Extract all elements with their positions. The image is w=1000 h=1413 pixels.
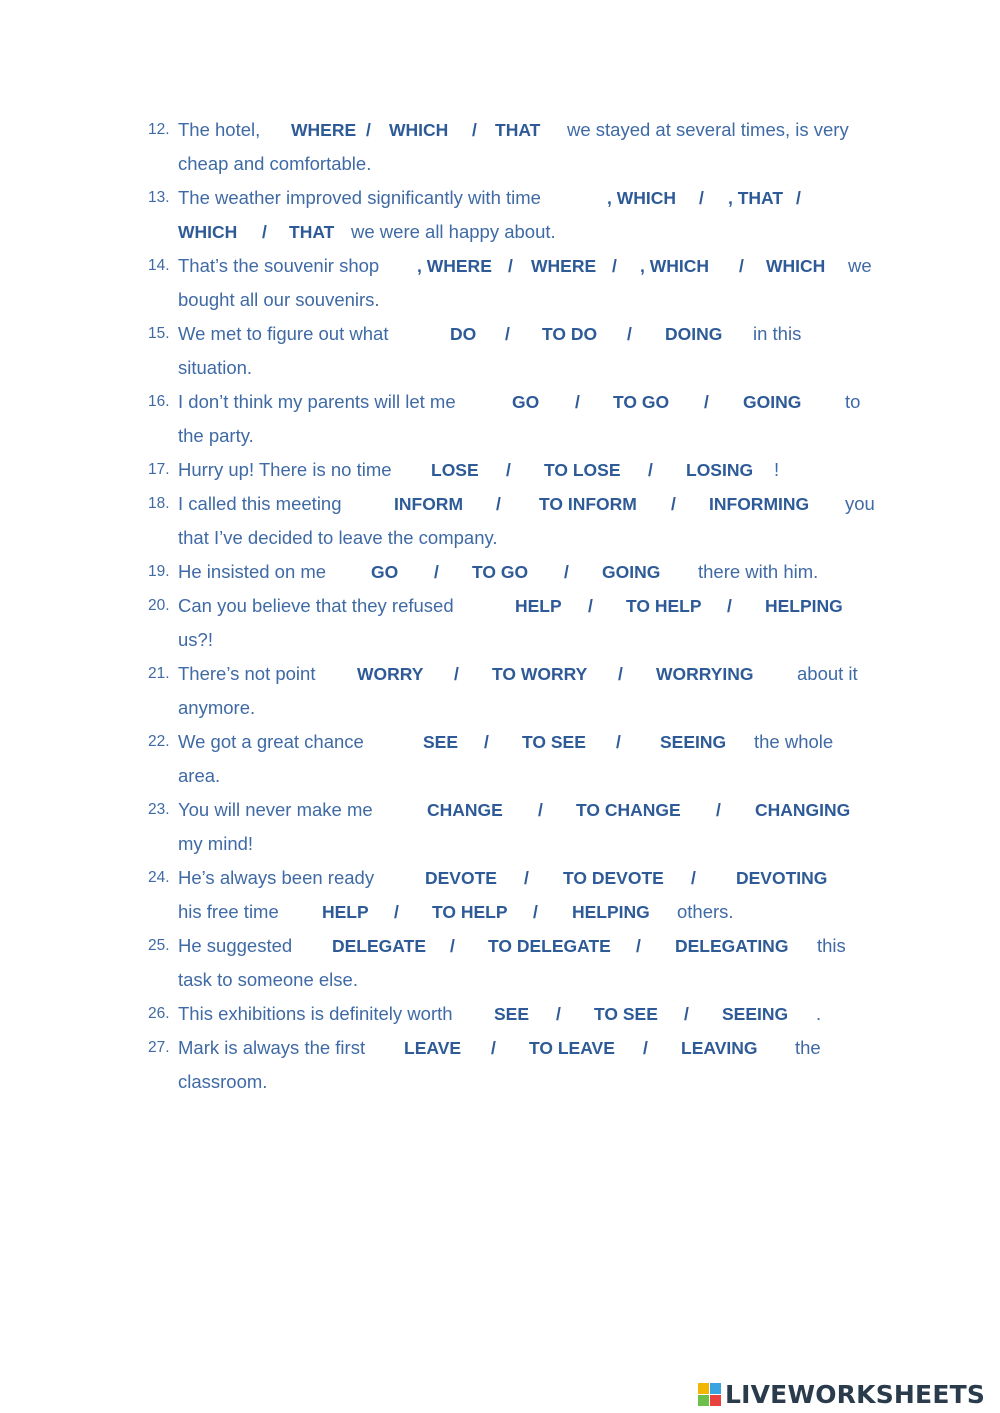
answer-option[interactable]: TO LEAVE: [529, 1038, 615, 1058]
answer-option[interactable]: TO HELP: [626, 596, 702, 616]
question-number: 24.: [148, 869, 170, 886]
question-line: [0, 453, 1000, 487]
answer-option[interactable]: DOING: [665, 324, 723, 344]
question-text: the: [795, 1037, 821, 1058]
question-line-continued: [0, 759, 1000, 793]
answer-option[interactable]: GOING: [602, 562, 661, 582]
option-separator: /: [588, 596, 593, 616]
option-separator: /: [704, 392, 709, 412]
option-separator: /: [533, 902, 538, 922]
answer-option[interactable]: THAT: [289, 222, 335, 242]
question-line-continued: [0, 351, 1000, 385]
question-text: classroom.: [178, 1071, 268, 1092]
answer-option[interactable]: WHICH: [178, 222, 238, 242]
question-line-continued: [0, 147, 1000, 181]
question-text: the party.: [178, 425, 254, 446]
option-separator: /: [394, 902, 399, 922]
question-text: others.: [677, 901, 734, 922]
question-line-continued: [0, 963, 1000, 997]
question-line: [0, 181, 1000, 215]
question-line: [0, 657, 1000, 691]
option-separator: /: [454, 664, 459, 684]
answer-option[interactable]: LOSE: [431, 460, 479, 480]
question-number: 14.: [148, 257, 170, 274]
option-separator: /: [538, 800, 543, 820]
question-text: us?!: [178, 629, 213, 650]
question-text: this: [817, 935, 846, 956]
option-separator: /: [691, 868, 696, 888]
answer-option[interactable]: GO: [371, 562, 399, 582]
question-line: [0, 249, 1000, 283]
question-number: 22.: [148, 733, 170, 750]
liveworksheets-logo: [698, 1380, 994, 1410]
option-separator: /: [648, 460, 653, 480]
question-text: There’s not point: [178, 663, 316, 684]
option-separator: /: [506, 460, 511, 480]
question-text: We met to figure out what: [178, 323, 389, 344]
question-text: Hurry up! There is no time: [178, 459, 392, 480]
option-separator: /: [627, 324, 632, 344]
option-separator: /: [616, 732, 621, 752]
question-text: He suggested: [178, 935, 293, 956]
answer-option[interactable]: TO HELP: [432, 902, 508, 922]
answer-option[interactable]: WHICH: [766, 256, 826, 276]
question-text: there with him.: [698, 561, 819, 582]
answer-option[interactable]: WORRYING: [656, 664, 754, 684]
option-separator: /: [484, 732, 489, 752]
question-text: This exhibitions is definitely worth: [178, 1003, 453, 1024]
answer-option[interactable]: WHERE: [291, 120, 357, 140]
option-separator: /: [671, 494, 676, 514]
question-text: about it: [797, 663, 858, 684]
answer-option[interactable]: TO DEVOTE: [563, 868, 664, 888]
option-separator: /: [618, 664, 623, 684]
question-line: [0, 997, 1000, 1031]
question-number: 27.: [148, 1039, 170, 1056]
option-separator: /: [636, 936, 641, 956]
question-number: 19.: [148, 563, 170, 580]
option-separator: /: [575, 392, 580, 412]
question-line-continued: [0, 895, 1000, 929]
option-separator: /: [612, 256, 617, 276]
question-number: 16.: [148, 393, 170, 410]
answer-option[interactable]: TO GO: [613, 392, 670, 412]
answer-option[interactable]: WHERE: [531, 256, 597, 276]
question-number: 18.: [148, 495, 170, 512]
answer-option[interactable]: INFORMING: [709, 494, 810, 514]
option-separator: /: [739, 256, 744, 276]
answer-option[interactable]: CHANGING: [755, 800, 851, 820]
question-line: [0, 487, 1000, 521]
question-line-continued: [0, 623, 1000, 657]
option-separator: /: [716, 800, 721, 820]
option-separator: /: [727, 596, 732, 616]
question-text: The weather improved significantly with time: [178, 187, 541, 208]
answer-option[interactable]: SEEING: [660, 732, 727, 752]
question-number: 12.: [148, 121, 170, 138]
question-text: you: [845, 493, 875, 514]
question-text: the whole: [754, 731, 834, 752]
answer-option[interactable]: , THAT: [728, 188, 784, 208]
question-line-continued: [0, 827, 1000, 861]
option-separator: /: [472, 120, 477, 140]
question-number: 15.: [148, 325, 170, 342]
question-text: Can you believe that they refused: [178, 595, 454, 616]
answer-option[interactable]: DEVOTE: [425, 868, 497, 888]
question-text: Mark is always the first: [178, 1037, 366, 1058]
question-text: The hotel,: [178, 119, 261, 140]
answer-option[interactable]: CHANGE: [427, 800, 503, 820]
option-separator: /: [505, 324, 510, 344]
answer-option[interactable]: TO SEE: [522, 732, 586, 752]
question-number: 23.: [148, 801, 170, 818]
question-text: I don’t think my parents will let me: [178, 391, 456, 412]
answer-option[interactable]: TO CHANGE: [576, 800, 681, 820]
answer-option[interactable]: HELP: [322, 902, 369, 922]
answer-option[interactable]: HELP: [515, 596, 562, 616]
question-text: .: [816, 1003, 822, 1024]
question-text: that I’ve decided to leave the company.: [178, 527, 498, 548]
question-number: 21.: [148, 665, 170, 682]
answer-option[interactable]: LOSING: [686, 460, 754, 480]
question-text: area.: [178, 765, 221, 786]
logo-text: LIVEWORKSHEETS: [725, 1380, 986, 1409]
question-number: 25.: [148, 937, 170, 954]
option-separator: /: [434, 562, 439, 582]
question-text: to: [845, 391, 861, 412]
answer-option[interactable]: TO LOSE: [544, 460, 621, 480]
answer-option[interactable]: WORRY: [357, 664, 424, 684]
answer-option[interactable]: GO: [512, 392, 540, 412]
answer-option[interactable]: LEAVE: [404, 1038, 462, 1058]
answer-option[interactable]: DEVOTING: [736, 868, 828, 888]
option-separator: /: [491, 1038, 496, 1058]
question-line: [0, 113, 1000, 147]
answer-option[interactable]: TO SEE: [594, 1004, 658, 1024]
question-line: [0, 317, 1000, 351]
option-separator: /: [450, 936, 455, 956]
answer-option[interactable]: SEE: [494, 1004, 530, 1024]
answer-option[interactable]: TO GO: [472, 562, 529, 582]
option-separator: /: [564, 562, 569, 582]
question-text: we were all happy about.: [351, 221, 556, 242]
option-separator: /: [796, 188, 801, 208]
question-line-continued: [0, 691, 1000, 725]
option-separator: /: [684, 1004, 689, 1024]
answer-option[interactable]: TO INFORM: [539, 494, 637, 514]
answer-option[interactable]: DO: [450, 324, 477, 344]
question-line-continued: [0, 521, 1000, 555]
answer-option[interactable]: , WHICH: [607, 188, 677, 208]
question-line: [0, 929, 1000, 963]
answer-option[interactable]: , WHICH: [640, 256, 710, 276]
answer-option[interactable]: HELPING: [765, 596, 843, 616]
question-line: [0, 555, 1000, 589]
question-line: [0, 793, 1000, 827]
question-number: 26.: [148, 1005, 170, 1022]
question-text: anymore.: [178, 697, 256, 718]
question-line-continued: [0, 1065, 1000, 1099]
logo-cubes-icon: [698, 1383, 722, 1407]
option-separator: /: [366, 120, 371, 140]
answer-option[interactable]: TO DO: [542, 324, 598, 344]
question-number: 13.: [148, 189, 170, 206]
answer-option[interactable]: DELEGATE: [332, 936, 426, 956]
question-text: That’s the souvenir shop: [178, 255, 380, 276]
question-line: [0, 725, 1000, 759]
question-line: [0, 385, 1000, 419]
answer-option[interactable]: GOING: [743, 392, 802, 412]
option-separator: /: [643, 1038, 648, 1058]
question-text: in this: [753, 323, 802, 344]
option-separator: /: [556, 1004, 561, 1024]
question-number: 17.: [148, 461, 170, 478]
question-line-continued: [0, 283, 1000, 317]
question-line: [0, 589, 1000, 623]
question-line: [0, 1031, 1000, 1065]
question-text: we: [848, 255, 872, 276]
answer-option[interactable]: DELEGATING: [675, 936, 789, 956]
answer-option[interactable]: INFORM: [394, 494, 464, 514]
question-text: situation.: [178, 357, 253, 378]
option-separator: /: [508, 256, 513, 276]
question-text: my mind!: [178, 833, 254, 854]
answer-option[interactable]: WHICH: [389, 120, 449, 140]
answer-option[interactable]: SEEING: [722, 1004, 789, 1024]
question-text: we stayed at several times, is very: [567, 119, 849, 140]
question-text: his free time: [178, 901, 279, 922]
option-separator: /: [262, 222, 267, 242]
answer-option[interactable]: LEAVING: [681, 1038, 758, 1058]
answer-option[interactable]: TO DELEGATE: [488, 936, 611, 956]
answer-option[interactable]: THAT: [495, 120, 541, 140]
question-text: bought all our souvenirs.: [178, 289, 380, 310]
question-text: He’s always been ready: [178, 867, 375, 888]
answer-option[interactable]: HELPING: [572, 902, 650, 922]
question-line-continued: [0, 419, 1000, 453]
question-text: !: [774, 459, 780, 480]
question-text: We got a great chance: [178, 731, 364, 752]
answer-option[interactable]: SEE: [423, 732, 459, 752]
question-text: I called this meeting: [178, 493, 342, 514]
answer-option[interactable]: TO WORRY: [492, 664, 588, 684]
question-line-continued: [0, 215, 1000, 249]
question-line: [0, 861, 1000, 895]
option-separator: /: [496, 494, 501, 514]
question-number: 20.: [148, 597, 170, 614]
option-separator: /: [699, 188, 704, 208]
question-text: cheap and comfortable.: [178, 153, 372, 174]
question-text: He insisted on me: [178, 561, 327, 582]
question-text: task to someone else.: [178, 969, 358, 990]
option-separator: /: [524, 868, 529, 888]
answer-option[interactable]: , WHERE: [417, 256, 492, 276]
question-text: You will never make me: [178, 799, 373, 820]
